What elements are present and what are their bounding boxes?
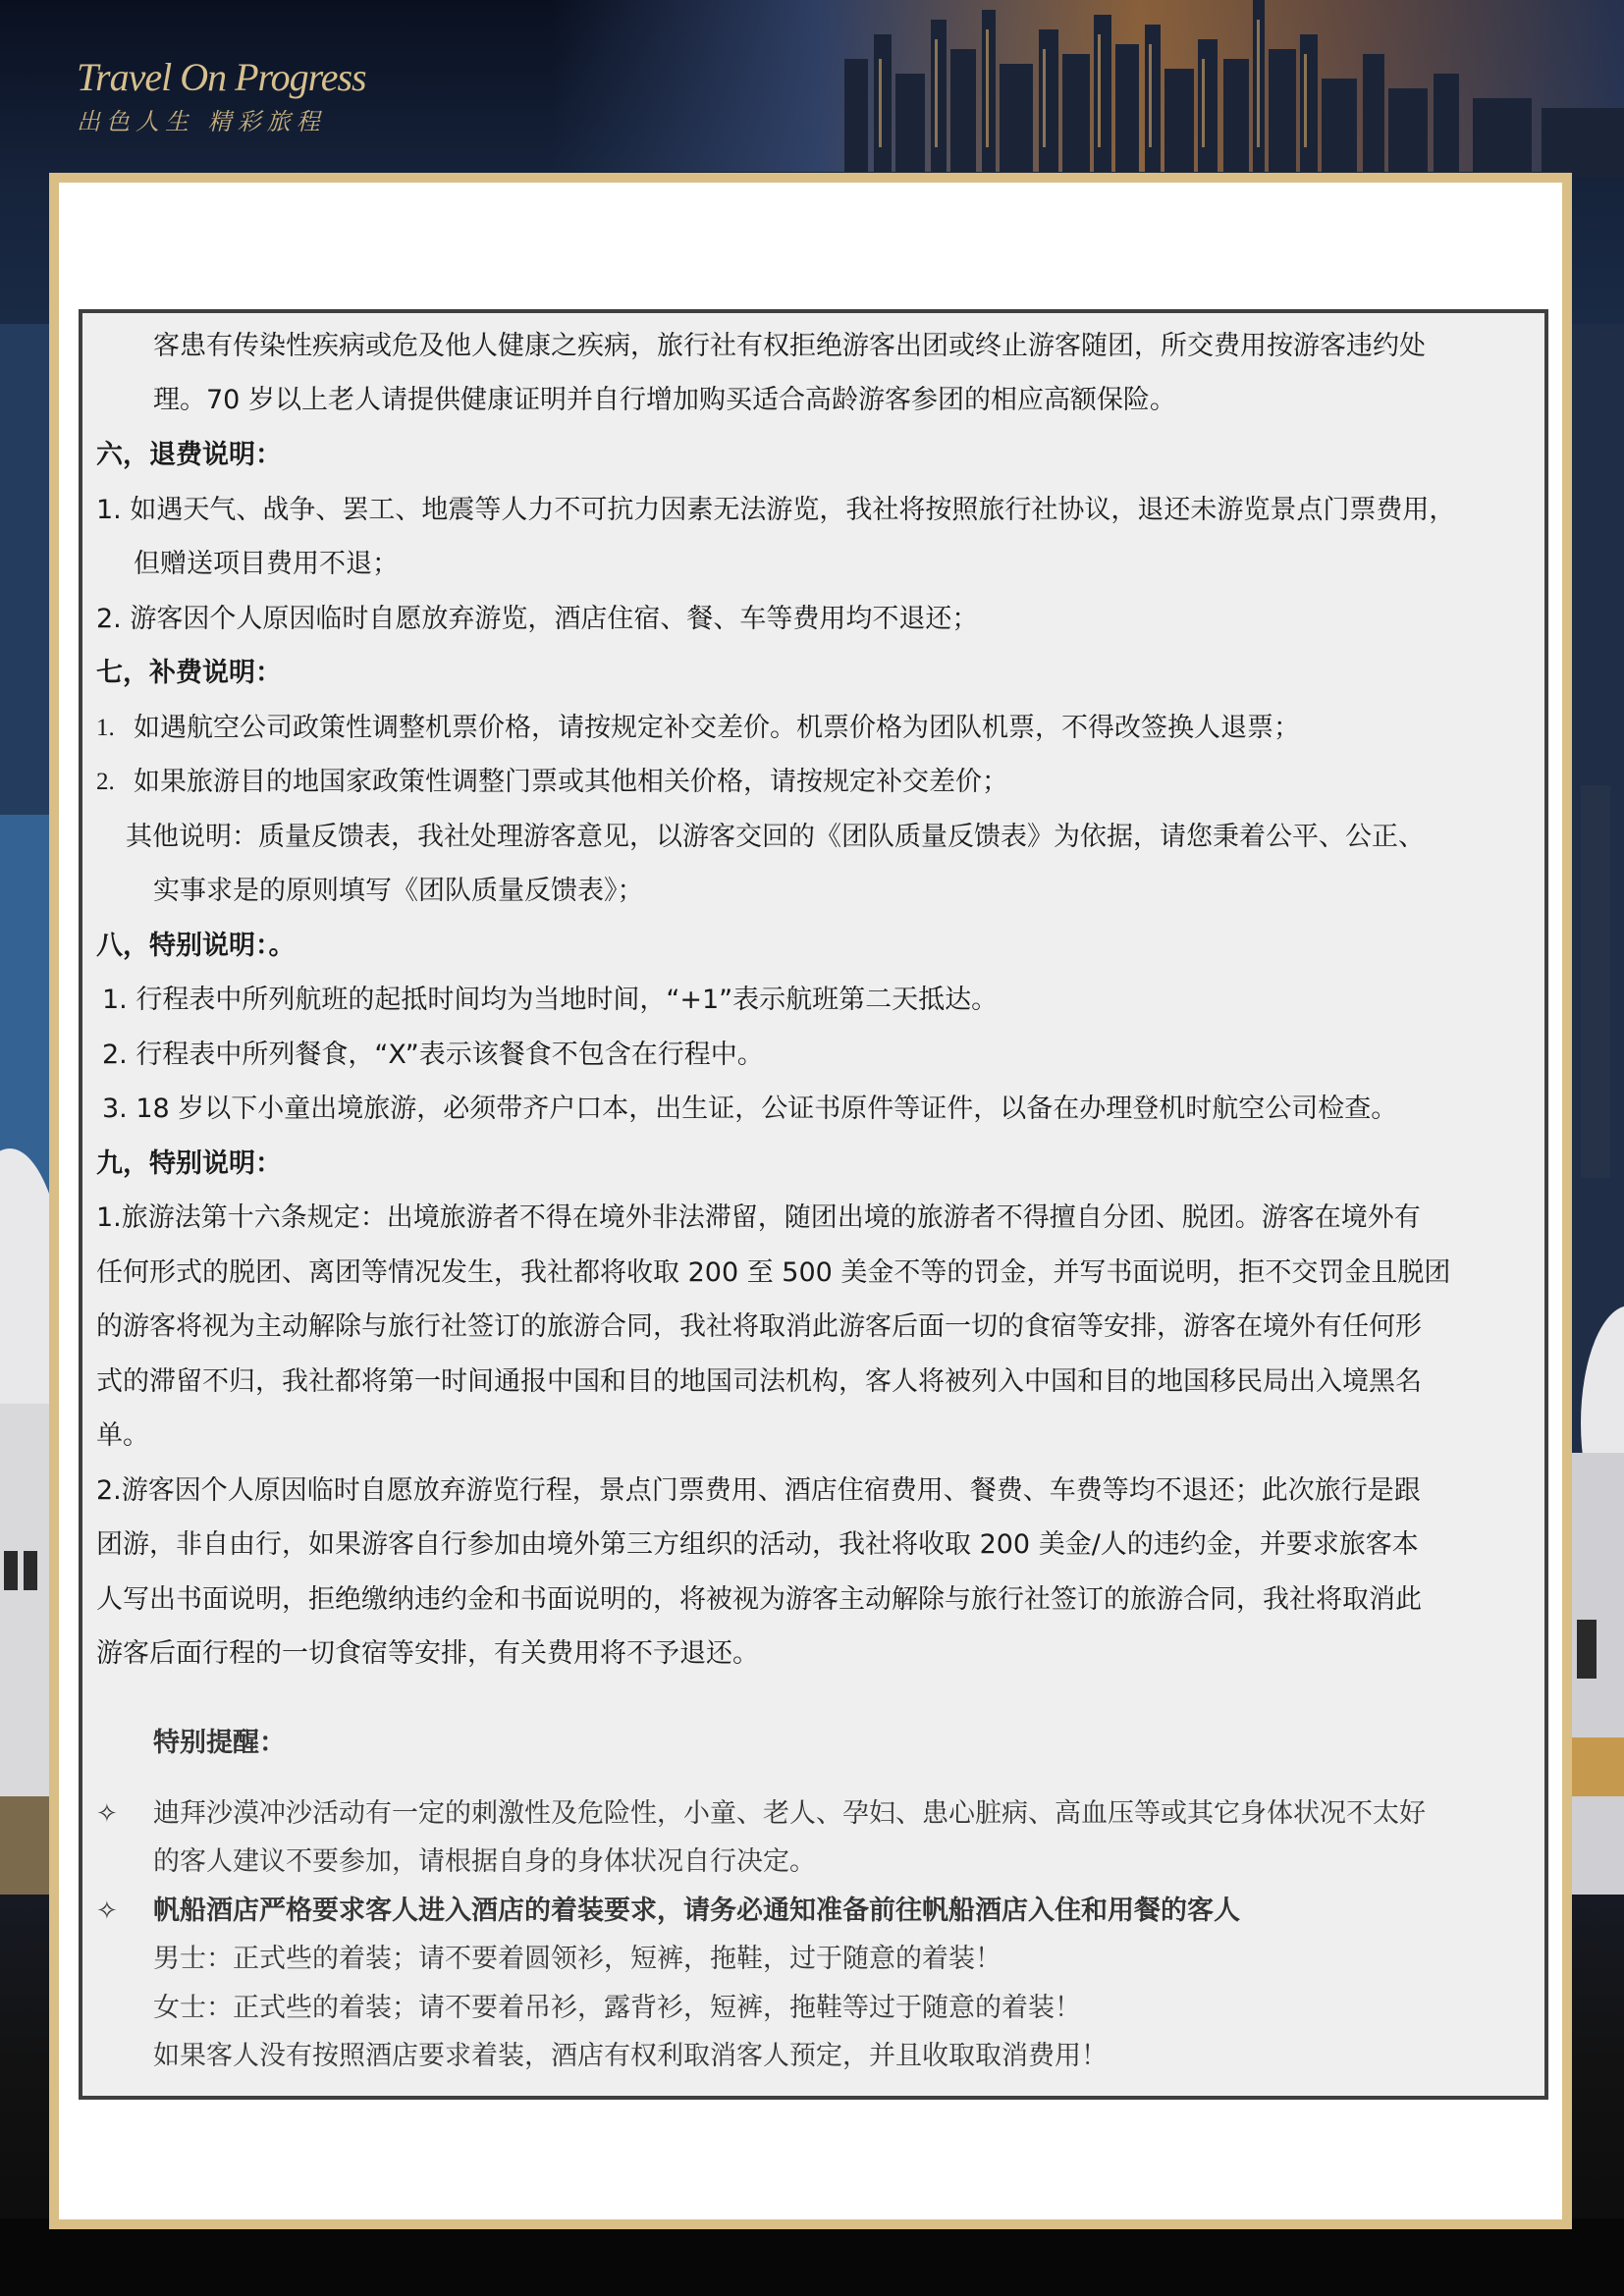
- intro-line-2: 理。70 岁以上老人请提供健康证明并自行增加购买适合高龄游客参团的相应高额保险。: [153, 385, 1176, 415]
- section-7-other-line-1: 其他说明：质量反馈表，我社处理游客意见，以游客交回的《团队质量反馈表》为依据，请您秉着公平、公正、: [126, 822, 1425, 852]
- logo-title: Travel On Progress: [77, 55, 366, 99]
- section-9-p2-line-2: 团游，非自由行，如果游客自行参加由境外第三方组织的活动，我社将收取 200 美金/人的违约金，并要求旅客本: [96, 1529, 1419, 1560]
- bullet-star-icon: ✧: [96, 1896, 118, 1926]
- section-9-p2-line-1: 2.游客因个人原因临时自愿放弃游览行程，景点门票费用、酒店住宿费用、餐费、车费等均不退还；此次旅行是跟: [96, 1475, 1421, 1506]
- mosque-dome-left-image: [0, 324, 53, 1895]
- section-8-item-2: 2. 行程表中所列餐食，“X”表示该餐食不包含在行程中。: [102, 1040, 764, 1070]
- reminder-women-dress-code: 女士：正式些的着装；请不要着吊衫，露背衫，短裤，拖鞋等过于随意的着装！: [153, 1993, 1081, 2023]
- section-9-p2-line-4: 游客后面行程的一切食宿等安排，有关费用将不予退还。: [96, 1638, 759, 1669]
- section-7-heading: 七，补费说明：: [96, 658, 282, 688]
- reminder-item-1-line-2: 的客人建议不要参加，请根据自身的身体状况自行决定。: [153, 1846, 816, 1877]
- bottom-dark-band: [0, 2218, 1624, 2296]
- section-9-p1-line-1: 1.旅游法第十六条规定：出境旅游者不得在境外非法滞留，随团出境的旅游者不得擅自分团、脱团。游客在境外有: [96, 1202, 1421, 1233]
- logo-slogan: 出色人生 精彩旅程: [77, 108, 326, 135]
- bullet-star-icon: ✧: [96, 1799, 118, 1829]
- section-9-p1-line-4: 式的滞留不归，我社都将第一时间通报中国和目的地国司法机构，客人将被列入中国和目的地国移民局出入境黑名: [96, 1366, 1422, 1397]
- section-9-p1-line-3: 的游客将视为主动解除与旅行社签订的旅游合同，我社将取消此游客后面一切的食宿等安排，游客在境外有任何形: [96, 1311, 1422, 1342]
- section-8-heading: 八，特别说明：。: [96, 931, 296, 961]
- section-9-heading: 九，特别说明：: [96, 1148, 282, 1179]
- intro-line-1: 客患有传染性疾病或危及他人健康之疾病，旅行社有权拒绝游客出团或终止游客随团，所交费用按游客违约处: [153, 331, 1426, 361]
- reminder-heading: 特别提醒：: [153, 1728, 286, 1758]
- reminder-item-1-line-1: 迪拜沙漠冲沙活动有一定的刺激性及危险性，小童、老人、孕妇、患心脏病、高血压等或其它身体状况不太好: [153, 1798, 1426, 1829]
- section-6-item-1-line-2: 但赠送项目费用不退；: [134, 549, 399, 579]
- section-7-item-2: 如果旅游目的地国家政策性调整门票或其他相关价格，请按规定补交差价；: [134, 767, 1008, 797]
- brand-logo: [77, 55, 391, 136]
- section-7-item-1: 如遇航空公司政策性调整机票价格，请按规定补交差价。机票价格为团队机票，不得改签换人退票；: [134, 713, 1300, 743]
- section-8-item-1: 1. 行程表中所列航班的起抵时间均为当地时间，“+1”表示航班第二天抵达。: [102, 985, 999, 1015]
- reminder-item-2-title: 帆船酒店严格要求客人进入酒店的着装要求，请务必通知准备前往帆船酒店入住和用餐的客人: [153, 1896, 1240, 1926]
- section-7-item-1-number: 1.: [96, 715, 115, 741]
- section-9-p2-line-3: 人写出书面说明，拒绝缴纳违约金和书面说明的，将被视为游客主动解除与旅行社签订的旅游合同，我社将取消此: [96, 1584, 1422, 1615]
- section-9-p1-line-2: 任何形式的脱团、离团等情况发生，我社都将收取 200 至 500 美金不等的罚金，并写书面说明，拒不交罚金且脱团: [96, 1257, 1451, 1288]
- terms-content-box: [79, 309, 1548, 2100]
- section-8-item-3: 3. 18 岁以下小童出境旅游，必须带齐户口本，出生证，公证书原件等证件，以备在办理登机时航空公司检查。: [102, 1094, 1398, 1124]
- reminder-dress-code-note: 如果客人没有按照酒店要求着装，酒店有权利取消客人预定，并且收取取消费用！: [153, 2041, 1108, 2071]
- section-7-other-line-2: 实事求是的原则填写《团队质量反馈表》；: [153, 876, 644, 906]
- section-6-item-2: 2. 游客因个人原因临时自愿放弃游览，酒店住宿、餐、车等费用均不退还；: [96, 604, 979, 634]
- section-6-heading: 六，退费说明：: [96, 440, 282, 470]
- section-6-item-1-line-1: 1. 如遇天气、战争、罢工、地震等人力不可抗力因素无法游览，我社将按照旅行社协议，退还未游览景点门票费用，: [96, 495, 1456, 525]
- mosque-dome-right-image: [1571, 324, 1624, 1895]
- section-7-item-2-number: 2.: [96, 769, 115, 795]
- reminder-men-dress-code: 男士：正式些的着装；请不要着圆领衫，短裤，拖鞋，过于随意的着装！: [153, 1944, 1001, 1974]
- section-9-p1-line-5: 单。: [96, 1420, 149, 1451]
